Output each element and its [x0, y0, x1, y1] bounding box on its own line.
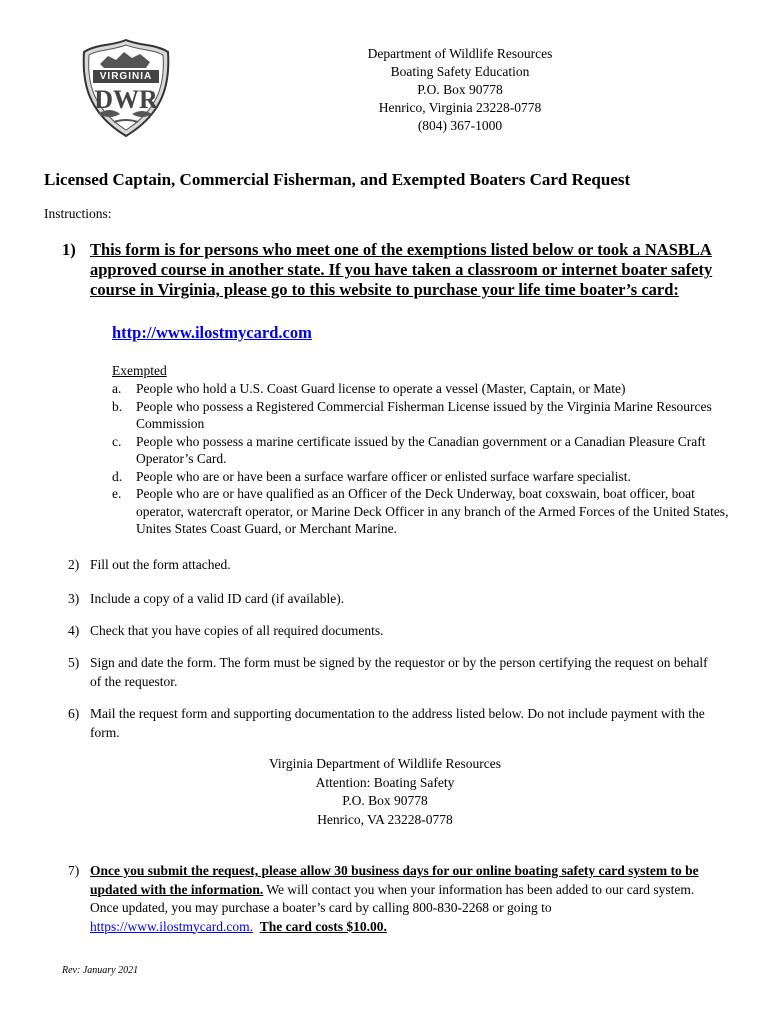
address-line: (804) 367-1000	[417, 118, 503, 133]
logo-state-text: VIRGINIA	[99, 71, 153, 82]
address-line: Boating Safety Education	[390, 64, 530, 79]
list-item	[112, 468, 732, 486]
list-item	[112, 380, 732, 398]
list-letter: b.	[112, 398, 123, 414]
item-text: Check that you have copies of all required documents.	[90, 623, 384, 638]
item-text: Mail the request form and supporting documentation to the address listed below. Do not include payment with the form.	[90, 706, 705, 740]
item-number: 4)	[68, 623, 80, 638]
item-number: 6)	[68, 706, 80, 721]
mail-line: Attention: Boating Safety	[315, 774, 455, 790]
address-line: Henrico, Virginia 23228-0778	[378, 100, 542, 115]
page-title: Licensed Captain, Commercial Fisherman, and Exempted Boaters Card Request	[44, 170, 631, 189]
address-line: Department of Wildlife Resources	[367, 46, 553, 61]
instruction-item-5	[68, 654, 718, 691]
list-text: People who possess a marine certificate issued by the Canadian government or a Canadian Pleasure Craft Operator’s Card.	[136, 433, 706, 466]
instruction-item-3	[68, 590, 718, 609]
list-text: People who hold a U.S. Coast Guard license to operate a vessel (Master, Captain, or Mate)	[136, 381, 626, 396]
processing-time-notice: Once you submit the request, please allow 30 business days for our online boating safety card system to be updated with the information.	[90, 863, 699, 897]
mail-line: Virginia Department of Wildlife Resources	[268, 756, 502, 771]
item-number: 3)	[68, 591, 80, 606]
address-line: P.O. Box 90778	[417, 82, 503, 97]
instruction-item-6	[68, 705, 718, 742]
card-purchase-text: We will contact you when your information has been added to our card system. Once updated, you may purchase a boater’s card by calling 800-830-2268 or going to	[90, 881, 695, 915]
item-number: 1)	[62, 240, 76, 259]
exempted-list	[112, 380, 732, 538]
instruction-item-2	[68, 556, 718, 575]
item-number: 7)	[68, 863, 80, 878]
item-text: Sign and date the form. The form must be signed by the requestor or by the person certifying the request on behalf of the requestor.	[90, 655, 708, 689]
revision-date: Rev: January 2021	[62, 965, 139, 976]
item-number: 2)	[68, 557, 80, 572]
instructions-label: Instructions:	[44, 206, 112, 221]
list-item	[112, 485, 732, 538]
list-item	[112, 433, 732, 468]
list-text: People who are or have been a surface warfare officer or enlisted surface warfare specialist.	[136, 468, 631, 484]
list-letter: e.	[112, 486, 122, 501]
item-text: Include a copy of a valid ID card (if available).	[90, 591, 345, 606]
instruction-item-7	[68, 862, 718, 936]
card-cost: The card costs $10.00.	[259, 918, 387, 934]
list-text: People who possess a Registered Commercial Fisherman License issued by the Virginia Marine Resources Commission	[136, 398, 712, 431]
item-number: 5)	[68, 655, 80, 670]
item-text: Fill out the form attached.	[90, 557, 231, 572]
instruction-item-1	[62, 240, 722, 300]
list-letter: d.	[112, 468, 123, 484]
list-letter: a.	[112, 381, 122, 396]
exempted-heading: Exempted	[112, 363, 167, 378]
ilostmycard-link[interactable]: http://www.ilostmycard.com	[112, 323, 312, 342]
list-letter: c.	[112, 433, 122, 449]
mailing-address	[200, 755, 570, 829]
header-address	[300, 45, 620, 135]
item-text	[90, 862, 718, 936]
mail-line: Henrico, VA 23228-0778	[317, 811, 453, 827]
list-item	[112, 398, 732, 433]
instruction-item-4	[68, 622, 718, 641]
logo-agency-text: DWR	[94, 85, 158, 114]
mail-line: P.O. Box 90778	[342, 793, 428, 808]
ilostmycard-link-2[interactable]: https://www.ilostmycard.com.	[90, 918, 253, 934]
item-text: This form is for persons who meet one of the exemptions listed below or took a NASBLA approved course in another state. If you have taken a classroom or internet boater safety course in Virginia, please go to this website to purchase your life time boater’s card:	[90, 240, 713, 299]
dwr-logo	[80, 38, 172, 138]
list-text: People who are or have qualified as an Officer of the Deck Underway, boat coxswain, boat officer, boat operator, watercraft operator, or Marine Deck Officer in any branch of the Armed Forces of the United States, Unites States Coast Guard, or Merchant Marine.	[136, 486, 729, 536]
